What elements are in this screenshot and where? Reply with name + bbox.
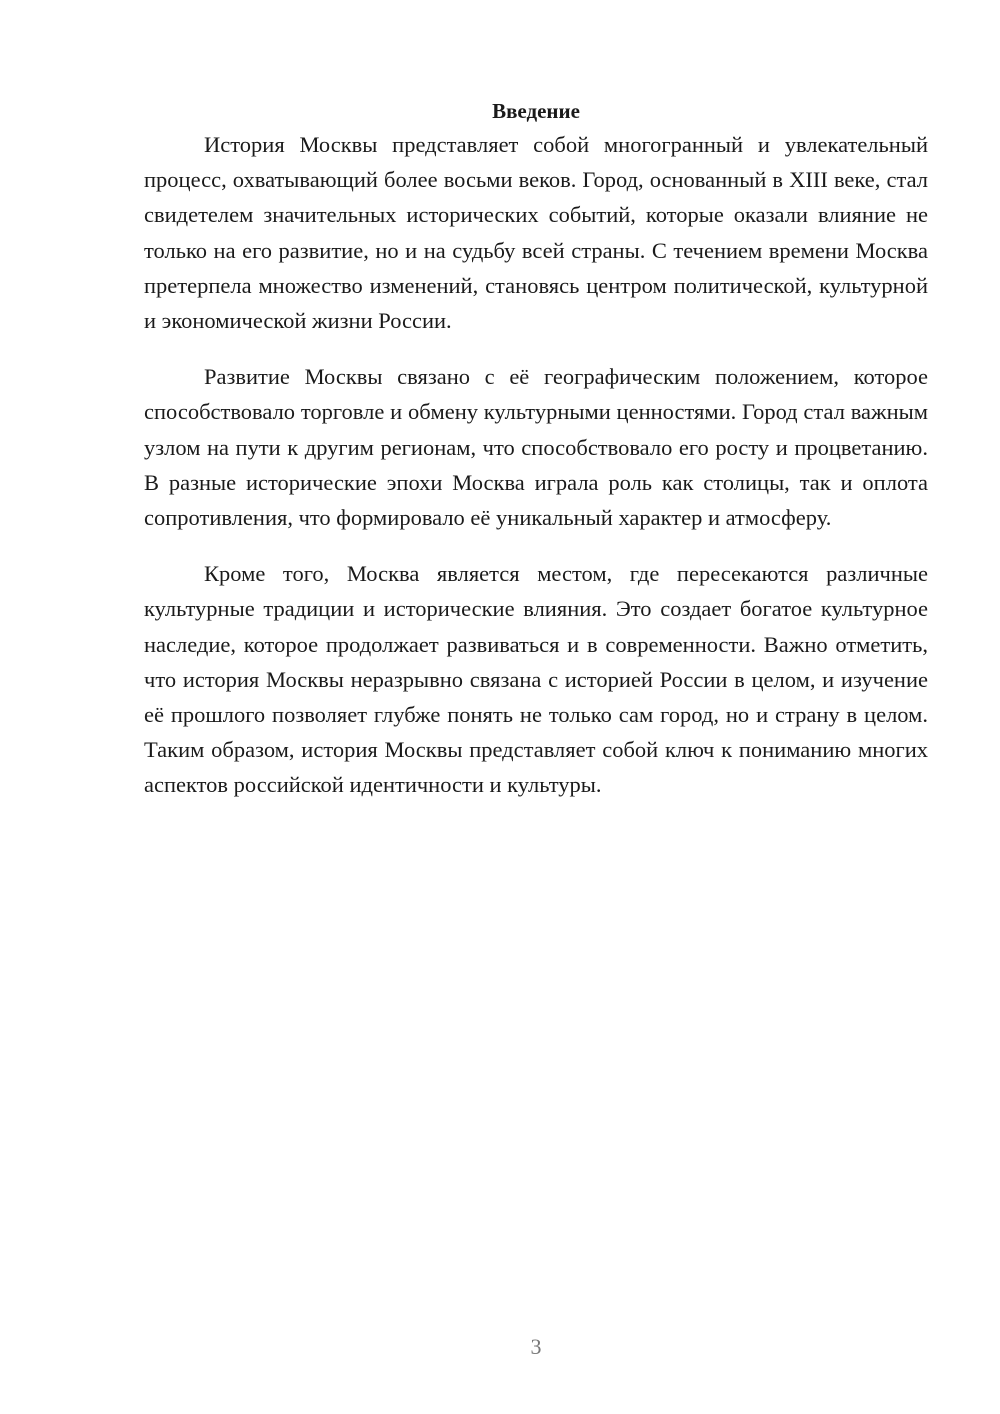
paragraph-2: Развитие Москвы связано с её географическим положением, которое способствовало торговле и обмену культурными ценностями. Город стал важным узлом на пути к другим регионам, что способствовало его росту и процветанию. В разные исторические эпохи Москва играла роль как столицы, так и оплота сопротивления, что формировало её уникальный характер и атмосферу. [144, 364, 928, 531]
page-number: 3 [530, 1334, 542, 1359]
document-body [144, 95, 928, 803]
section-title: Введение [492, 99, 580, 123]
paragraph-1: История Москвы представляет собой многогранный и увлекательный процесс, охватывающий более восьми веков. Город, основанный в XIII веке, стал свидетелем значительных исторических событий, которые оказали влияние не только на его развитие, но и на судьбу всей страны. С течением времени Москва претерпела множество изменений, становясь центром политической, культурной и экономической жизни России. [144, 132, 928, 334]
paragraph-3: Кроме того, Москва является местом, где пересекаются различные культурные традиции и исторические влияния. Это создает богатое культурное наследие, которое продолжает развиваться и в современности. Важно отметить, что история Москвы неразрывно связана с историей России в целом, и изучение её прошлого позволяет глубже понять не только сам город, но и страну в целом. Таким образом, история Москвы представляет собой ключ к пониманию многих аспектов российской идентичности и культуры. [144, 561, 928, 798]
